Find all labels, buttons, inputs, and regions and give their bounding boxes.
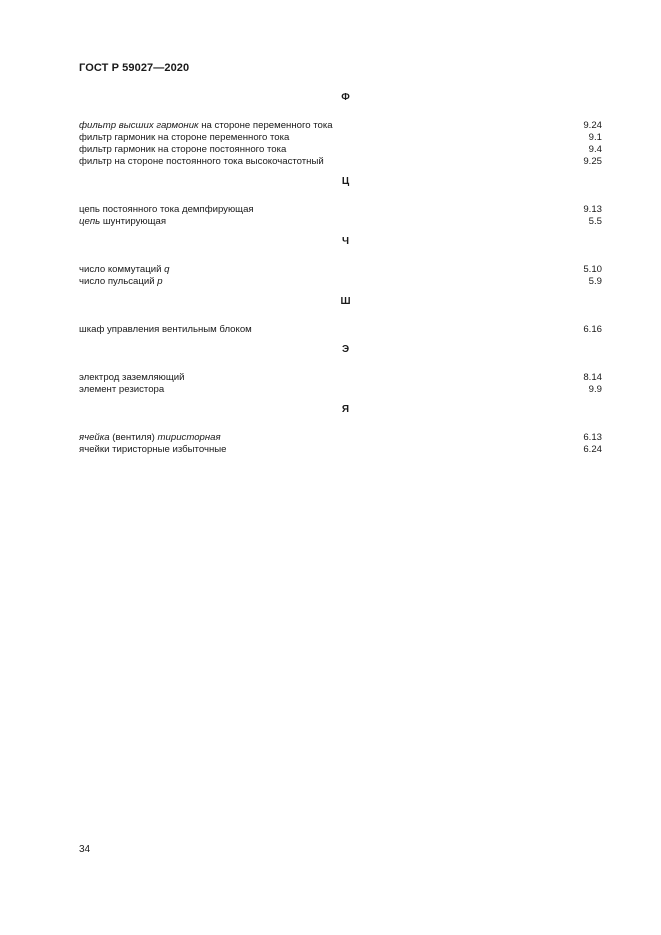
- index-entry: [79, 204, 602, 216]
- entry-list: [79, 372, 602, 396]
- index-entry: [79, 132, 602, 144]
- index-section: [79, 176, 602, 228]
- term-part: электрод заземляющий: [79, 372, 185, 383]
- entry-list: [79, 120, 602, 168]
- entry-term: [79, 372, 185, 384]
- entry-list: [79, 324, 602, 336]
- section-letter: Ц: [341, 176, 350, 187]
- entry-reference: 6.24: [583, 444, 602, 455]
- index-entry: [79, 444, 602, 456]
- section-letter: Я: [341, 404, 350, 415]
- term-part: шунтирующая: [100, 216, 167, 227]
- index-entry: [79, 276, 602, 288]
- entry-reference: 5.10: [583, 264, 602, 275]
- term-part: фильтр на стороне постоянного тока высокочастотный: [79, 156, 324, 167]
- entry-term: [79, 264, 169, 276]
- entry-reference: 5.9: [588, 276, 602, 287]
- index-section: [79, 236, 602, 288]
- term-italic-part: q: [164, 264, 170, 275]
- page-number: 34: [79, 844, 91, 855]
- entry-reference: 9.4: [588, 144, 602, 155]
- term-part: фильтр гармоник на стороне переменного тока: [79, 132, 290, 143]
- entry-reference: 6.13: [583, 432, 602, 443]
- entry-term: [79, 324, 252, 336]
- entry-list: [79, 432, 602, 456]
- entry-term: [79, 432, 221, 444]
- entry-term: [79, 204, 254, 216]
- term-part: элемент резистора: [79, 384, 165, 395]
- index-entry: [79, 216, 602, 228]
- index-entry: [79, 432, 602, 444]
- term-part: на стороне переменного тока: [198, 120, 333, 131]
- entry-reference: 9.13: [583, 204, 602, 215]
- entry-list: [79, 204, 602, 228]
- section-letter: Э: [341, 344, 350, 355]
- index-entry: [79, 264, 602, 276]
- index-section: [79, 92, 602, 168]
- term-part: цепь постоянного тока демпфирующая: [79, 204, 254, 215]
- term-part: число пульсаций: [79, 276, 158, 287]
- document-header: ГОСТ Р 59027—2020: [79, 62, 190, 74]
- entry-reference: 5.5: [588, 216, 602, 227]
- entry-term: [79, 276, 163, 288]
- term-part: число коммутаций: [79, 264, 165, 275]
- entry-reference: 9.24: [583, 120, 602, 131]
- index-entry: [79, 144, 602, 156]
- entry-term: [79, 144, 286, 156]
- entry-term: [79, 120, 333, 132]
- term-italic-part: цепь: [79, 216, 101, 227]
- index-entry: [79, 372, 602, 384]
- index-entry: [79, 156, 602, 168]
- section-letter: Ф: [341, 92, 350, 103]
- index-section: [79, 296, 602, 336]
- entry-reference: 9.1: [588, 132, 602, 143]
- entry-list: [79, 264, 602, 288]
- index-entry: [79, 120, 602, 132]
- term-italic-part: фильтр высших гармоник: [79, 120, 199, 131]
- entry-term: [79, 444, 227, 456]
- section-letter: Ш: [340, 296, 351, 307]
- section-letter: Ч: [341, 236, 350, 247]
- entry-term: [79, 156, 324, 168]
- term-part: фильтр гармоник на стороне постоянного тока: [79, 144, 287, 155]
- entry-reference: 9.25: [583, 156, 602, 167]
- entry-term: [79, 132, 289, 144]
- index-entry: [79, 384, 602, 396]
- term-italic-part: тиристорная: [157, 432, 221, 443]
- entry-reference: 6.16: [583, 324, 602, 335]
- term-italic-part: p: [157, 276, 163, 287]
- term-part: ячейки тиристорные избыточные: [79, 444, 227, 455]
- term-part: (вентиля): [109, 432, 158, 443]
- entry-term: [79, 216, 166, 228]
- entry-reference: 8.14: [583, 372, 602, 383]
- index-section: [79, 404, 602, 456]
- term-italic-part: ячейка: [79, 432, 110, 443]
- index-entry: [79, 324, 602, 336]
- term-part: шкаф управления вентильным блоком: [79, 324, 252, 335]
- entry-term: [79, 384, 164, 396]
- index-section: [79, 344, 602, 396]
- entry-reference: 9.9: [588, 384, 602, 395]
